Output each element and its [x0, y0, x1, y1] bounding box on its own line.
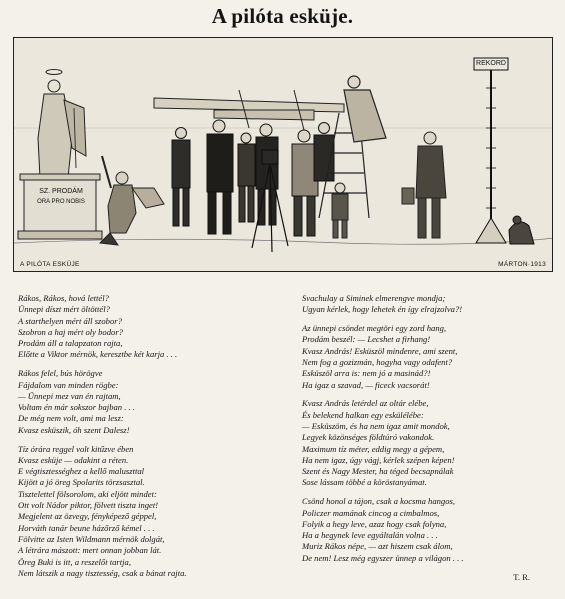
poem-line: Kijött a jó öreg Spolarits törzsasztal. [18, 477, 145, 488]
pedestal-line-1: SZ. PRODÁM [39, 188, 83, 195]
poem-line: Megjelent az özvegy, fényképező géppel, [18, 511, 157, 522]
poem-right-column [302, 293, 552, 583]
poem-line: Maximum tíz méter, eddig megy a gépem, [302, 443, 445, 454]
poem-stanza [18, 368, 280, 436]
pedestal-line-2: ORA PRO NOBIS [37, 199, 85, 206]
poem-line: Szent és Nagy Mester, ha téged becsapnálak [302, 466, 454, 477]
old-man-figure [402, 132, 446, 238]
poem-line: Ha igaz a szavad, — ficeck vacsorát! [302, 379, 430, 390]
record-pole [474, 58, 508, 243]
poem-line: Policzer mamának cincog a cimbalmos, [302, 507, 440, 518]
airplane-drawing [154, 90, 344, 130]
poem-line: Ott volt Nádor piktor, fölvett tiszta inget! [18, 500, 159, 511]
poem-stanza [18, 444, 280, 580]
poem-line: — Esküszöm, és ha nem igaz amit mondok, [302, 420, 450, 431]
poem-line: Fölvitte az Isten Wildmann mérnök dolgát, [18, 533, 165, 544]
page-title: A pilóta esküje. [211, 4, 354, 28]
poem-line: Ugyan kérlek, hogy lehetek én így elrajzolva?! [302, 304, 463, 315]
poem-stanza [302, 293, 552, 316]
poem-line: Sose lássam többé a köröstanyámat. [302, 477, 427, 488]
poem-stanza [18, 293, 280, 361]
poem-line: Horváth tanár beune házőrző kémel . . . [18, 522, 155, 533]
poem-line: A starthelyen mért áll szobor? [18, 315, 122, 326]
poem-line: Kvasz esküszik, óh szent Dalesz! [18, 424, 130, 435]
poem-line: Esküszöl arra is: nem jó a masinád?! [302, 368, 431, 379]
cartoon-illustration [13, 37, 553, 272]
poem-line: Voltam én már sokszor bajban . . . [18, 402, 135, 413]
pedestal-inscription [26, 188, 96, 206]
poem-line: Svachulay a Siminek elmerengve mondja; [302, 293, 446, 303]
poem-line: Prodám beszél: — Lecshet a firhang! [302, 334, 431, 345]
poem-line: Kvasz András! Esküszöl mindenre, ami szent, [302, 345, 458, 356]
small-boy-figure [332, 183, 348, 238]
kneeling-pilot-figure [100, 156, 164, 245]
poem-line: Öreg Buki is itt, a reszelőt tartja, [18, 556, 131, 567]
poem-line: De még nem volt, ami ma lesz: [18, 413, 124, 424]
poem-stanza [302, 496, 552, 564]
poem-line: Szobron a haj mért oly bodor? [18, 326, 123, 337]
poem-left-column [18, 293, 280, 587]
poem-line: E végtisztességhez a kellő maluszttal [18, 466, 145, 477]
poem-line: De nem! Lesz még egyszer ünnep a világon . . . [302, 552, 464, 563]
poem-line: Rákos felel, bús hörögve [18, 368, 103, 379]
poem-line: Előtte a Viktor mérnök, keresztbe két karja . . . [18, 349, 178, 360]
poem-line: — Ünnepi mez van én rajtam, [18, 390, 121, 401]
poem-line: Rákos, Rákos, hová lettél? [18, 293, 109, 303]
crowd-figures [172, 120, 334, 236]
poem-line: Ha a hegynek leve egyáltalán volna . . . [302, 530, 438, 541]
statue-figure [38, 70, 86, 179]
artist-signature: MÁRTON·1913 [498, 261, 546, 268]
poem-line: Tisztelettel fölsorolom, aki eljött mindet: [18, 488, 157, 499]
poem-line: Legyek közönséges földtúró vakondok. [302, 432, 435, 443]
poem-line: Tíz órára reggel volt kitűzve ében [18, 443, 134, 454]
poem-line: Nem fog a gozizmán, hogyha vagy odafent? [302, 356, 453, 367]
dog-figure [509, 216, 534, 244]
poem-line: És belekend halkan egy eskülélébe: [302, 409, 424, 420]
poem-line: Prodám áll a talapzaton rajta, [18, 338, 123, 349]
poem-line: Kvasz András letérdel az oltár elébe, [302, 398, 429, 409]
cartoon-drawing [14, 38, 553, 272]
author-signature: T. R. [513, 571, 530, 582]
statue-pedestal [18, 174, 102, 239]
poem-line: Kvasz esküje — odakint a réten. [18, 454, 129, 465]
poem-line: Nem látszik a nagy tisztesség, csak a bánat rajta. [18, 567, 187, 578]
poem-line: Ünnepi díszt mért öltöttél? [18, 304, 110, 315]
poem-line: A létrára mászott: mert onnan jobban lát. [18, 545, 162, 556]
record-sign-label: REKORD [476, 60, 506, 67]
poem-line: Fájdalom van minden rögbe: [18, 379, 119, 390]
poem-stanza [302, 398, 552, 488]
poem-line: Muriz Rákos népe, — azt hiszem csak álom, [302, 541, 453, 552]
poem-line: Folyik a hegy leve, azaz hogy csak folyna, [302, 518, 447, 529]
poem-line: Az ünnepi csöndet megtöri egy zord hang, [302, 323, 447, 334]
poem-line: Ha nem igaz, úgy vágj, kérlek szépen képen! [302, 454, 455, 465]
poem-stanza [302, 323, 552, 391]
illustration-caption: A PILÓTA ESKÜJE [20, 261, 80, 268]
poem-line: Csönd honol a tájon, csak a kocsma hangos, [302, 496, 456, 507]
